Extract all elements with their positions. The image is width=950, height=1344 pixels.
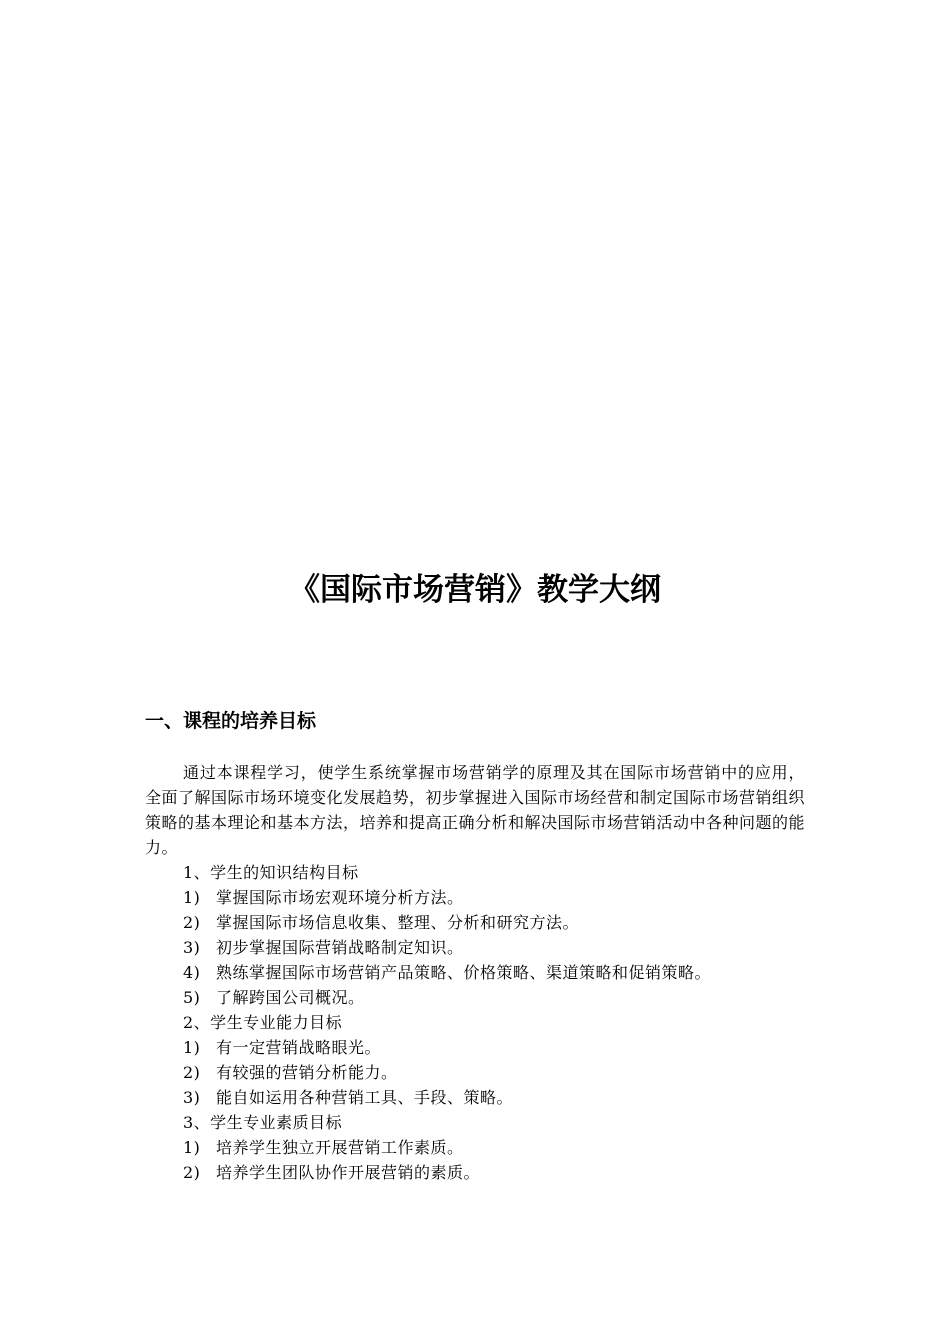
group-heading-knowledge-structure: 1、学生的知识结构目标 xyxy=(183,863,359,882)
list-item-number: 3) xyxy=(183,938,201,957)
list-item-text: 初步掌握国际营销战略制定知识。 xyxy=(216,938,464,957)
intro-paragraph: 通过本课程学习，使学生系统掌握市场营销学的原理及其在国际市场营销中的应用，全面了解国际市场环境变化发展趋势，初步掌握进入国际市场经营和制定国际市场营销组织策略的基本理论和基本方法，培养和提高正确分析和解决国际市场营销活动中各种问题的能力。 xyxy=(145,763,806,857)
list-item-number: 1) xyxy=(183,1038,201,1057)
section-heading-training-objectives: 一、课程的培养目标 xyxy=(145,710,317,732)
document-title: 《国际市场营销》教学大纲 xyxy=(289,572,661,608)
list-item-number: 4) xyxy=(183,963,201,982)
list-item xyxy=(145,960,805,985)
list-item-number: 2) xyxy=(183,1163,201,1182)
list-item xyxy=(145,1085,805,1110)
list-item xyxy=(145,910,805,935)
list-item-text: 有一定营销战略眼光。 xyxy=(216,1038,382,1057)
section-body xyxy=(145,760,805,1185)
list-item xyxy=(145,935,805,960)
list-item-number: 2) xyxy=(183,1063,201,1082)
list-item-text: 培养学生团队协作开展营销的素质。 xyxy=(216,1163,481,1182)
list-item-number: 5) xyxy=(183,988,201,1007)
list-item-number: 3) xyxy=(183,1088,201,1107)
list-item-number: 1) xyxy=(183,1138,201,1157)
list-item xyxy=(145,1135,805,1160)
list-item-text: 掌握国际市场宏观环境分析方法。 xyxy=(216,888,464,907)
list-item xyxy=(145,885,805,910)
list-item xyxy=(145,985,805,1010)
group-heading-professional-quality: 3、学生专业素质目标 xyxy=(183,1113,343,1132)
list-item xyxy=(145,1035,805,1060)
list-item-text: 有较强的营销分析能力。 xyxy=(216,1063,398,1082)
list-item-text: 熟练掌握国际市场营销产品策略、价格策略、渠道策略和促销策略。 xyxy=(216,963,712,982)
list-item-text: 能自如运用各种营销工具、手段、策略。 xyxy=(216,1088,514,1107)
group-heading-professional-ability: 2、学生专业能力目标 xyxy=(183,1013,343,1032)
list-item-number: 1) xyxy=(183,888,201,907)
list-item-number: 2) xyxy=(183,913,201,932)
list-item xyxy=(145,1060,805,1085)
list-item-text: 了解跨国公司概况。 xyxy=(216,988,365,1007)
list-item xyxy=(145,1160,805,1185)
list-item-text: 掌握国际市场信息收集、整理、分析和研究方法。 xyxy=(216,913,580,932)
list-item-text: 培养学生独立开展营销工作素质。 xyxy=(216,1138,464,1157)
